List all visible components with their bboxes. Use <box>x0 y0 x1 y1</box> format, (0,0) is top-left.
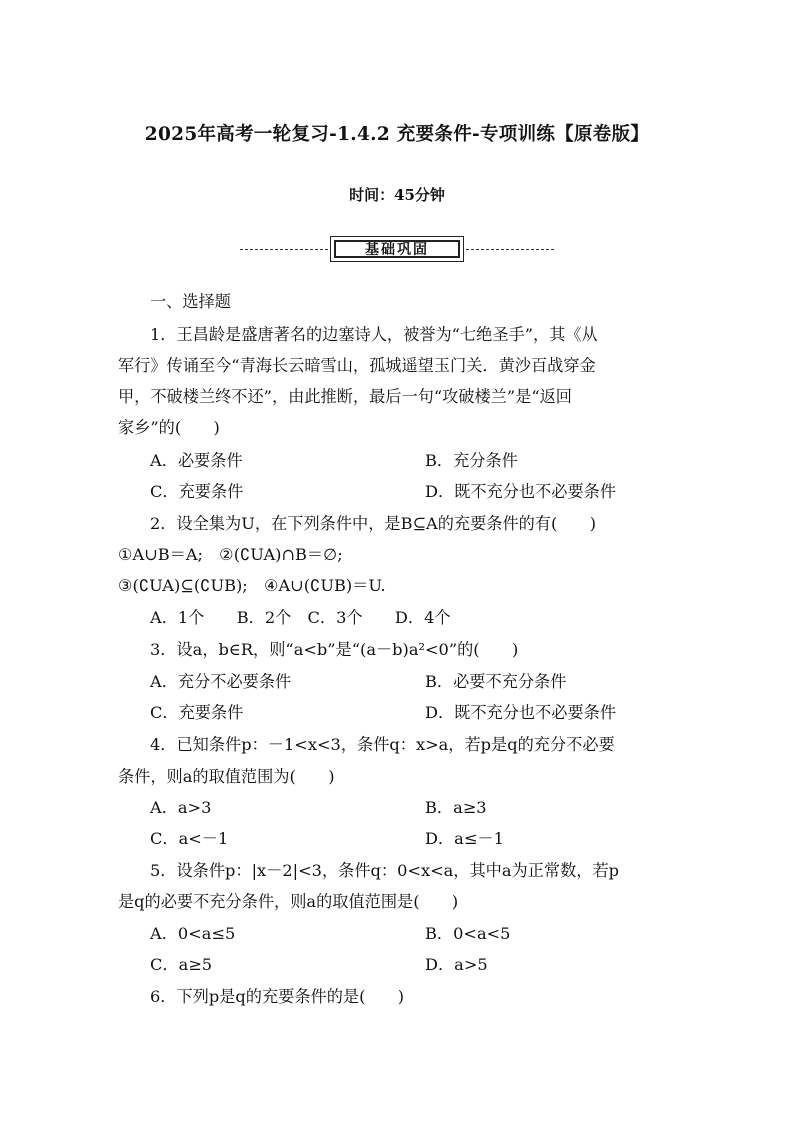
q2-line3: ③(∁UA)⊆(∁UB); ④A∪(∁UB)＝U. <box>118 576 386 595</box>
q4-option-a: A．a>3 <box>150 798 212 817</box>
q1-option-b: B．充分条件 <box>425 451 518 470</box>
q1-line2: 军行》传诵至今“青海长云暗雪山，孤城遥望玉门关．黄沙百战穿金 <box>118 356 596 375</box>
q5-option-a: A．0<a≤5 <box>150 924 236 943</box>
divider-right <box>466 249 554 250</box>
section-label: 基础巩固 <box>334 240 460 258</box>
q3-option-a: A．充分不必要条件 <box>150 672 292 691</box>
q3-option-d: D．既不充分也不必要条件 <box>425 703 617 722</box>
q2-options: A．1个 B．2个 C．3个 D．4个 <box>150 608 451 627</box>
q3-option-c: C．充要条件 <box>150 703 244 722</box>
q5-option-c: C．a≥5 <box>150 955 213 974</box>
q5-line1: 5．设条件p：|x－2|<3，条件q：0<x<a，其中a为正常数，若p <box>150 861 620 880</box>
q5-line2: 是q的必要不充分条件，则a的取值范围是( ) <box>118 892 459 911</box>
q1-option-c: C．充要条件 <box>150 482 244 501</box>
q1-line1: 1．王昌龄是盛唐著名的边塞诗人，被誉为“七绝圣手”，其《从 <box>150 325 598 344</box>
q4-line2: 条件，则a的取值范围为( ) <box>118 767 335 786</box>
section-banner <box>240 236 554 264</box>
q1-line3: 甲，不破楼兰终不还”，由此推断，最后一句“攻破楼兰”是“返回 <box>118 387 572 406</box>
q1-option-a: A．必要条件 <box>150 451 243 470</box>
q1-line4: 家乡”的( ) <box>118 418 220 437</box>
page-title: 2025年高考一轮复习-1.4.2 充要条件-专项训练【原卷版】 <box>144 124 650 145</box>
q6-line1: 6．下列p是q的充要条件的是( ) <box>150 987 405 1006</box>
part-heading: 一、选择题 <box>150 292 231 311</box>
q1-option-d: D．既不充分也不必要条件 <box>425 482 617 501</box>
q3-option-b: B．必要不充分条件 <box>425 672 567 691</box>
time-label: 时间：45分钟 <box>349 186 445 204</box>
q3-line1: 3．设a，b∈R，则“a<b”是“(a－b)a²<0”的( ) <box>150 640 519 659</box>
q2-line1: 2．设全集为U，在下列条件中，是B⊆A的充要条件的有( ) <box>150 514 597 533</box>
q5-option-b: B．0<a<5 <box>425 924 511 943</box>
section-box <box>330 236 464 262</box>
q4-option-d: D．a≤－1 <box>425 829 504 848</box>
q2-line2: ①A∪B＝A; ②(∁UA)∩B＝∅; <box>118 545 343 564</box>
q4-option-b: B．a≥3 <box>425 798 487 817</box>
q5-option-d: D．a>5 <box>425 955 488 974</box>
divider-left <box>240 249 328 250</box>
q4-option-c: C．a<－1 <box>150 829 229 848</box>
q4-line1: 4．已知条件p：－1<x<3，条件q：x>a，若p是q的充分不必要 <box>150 735 615 754</box>
